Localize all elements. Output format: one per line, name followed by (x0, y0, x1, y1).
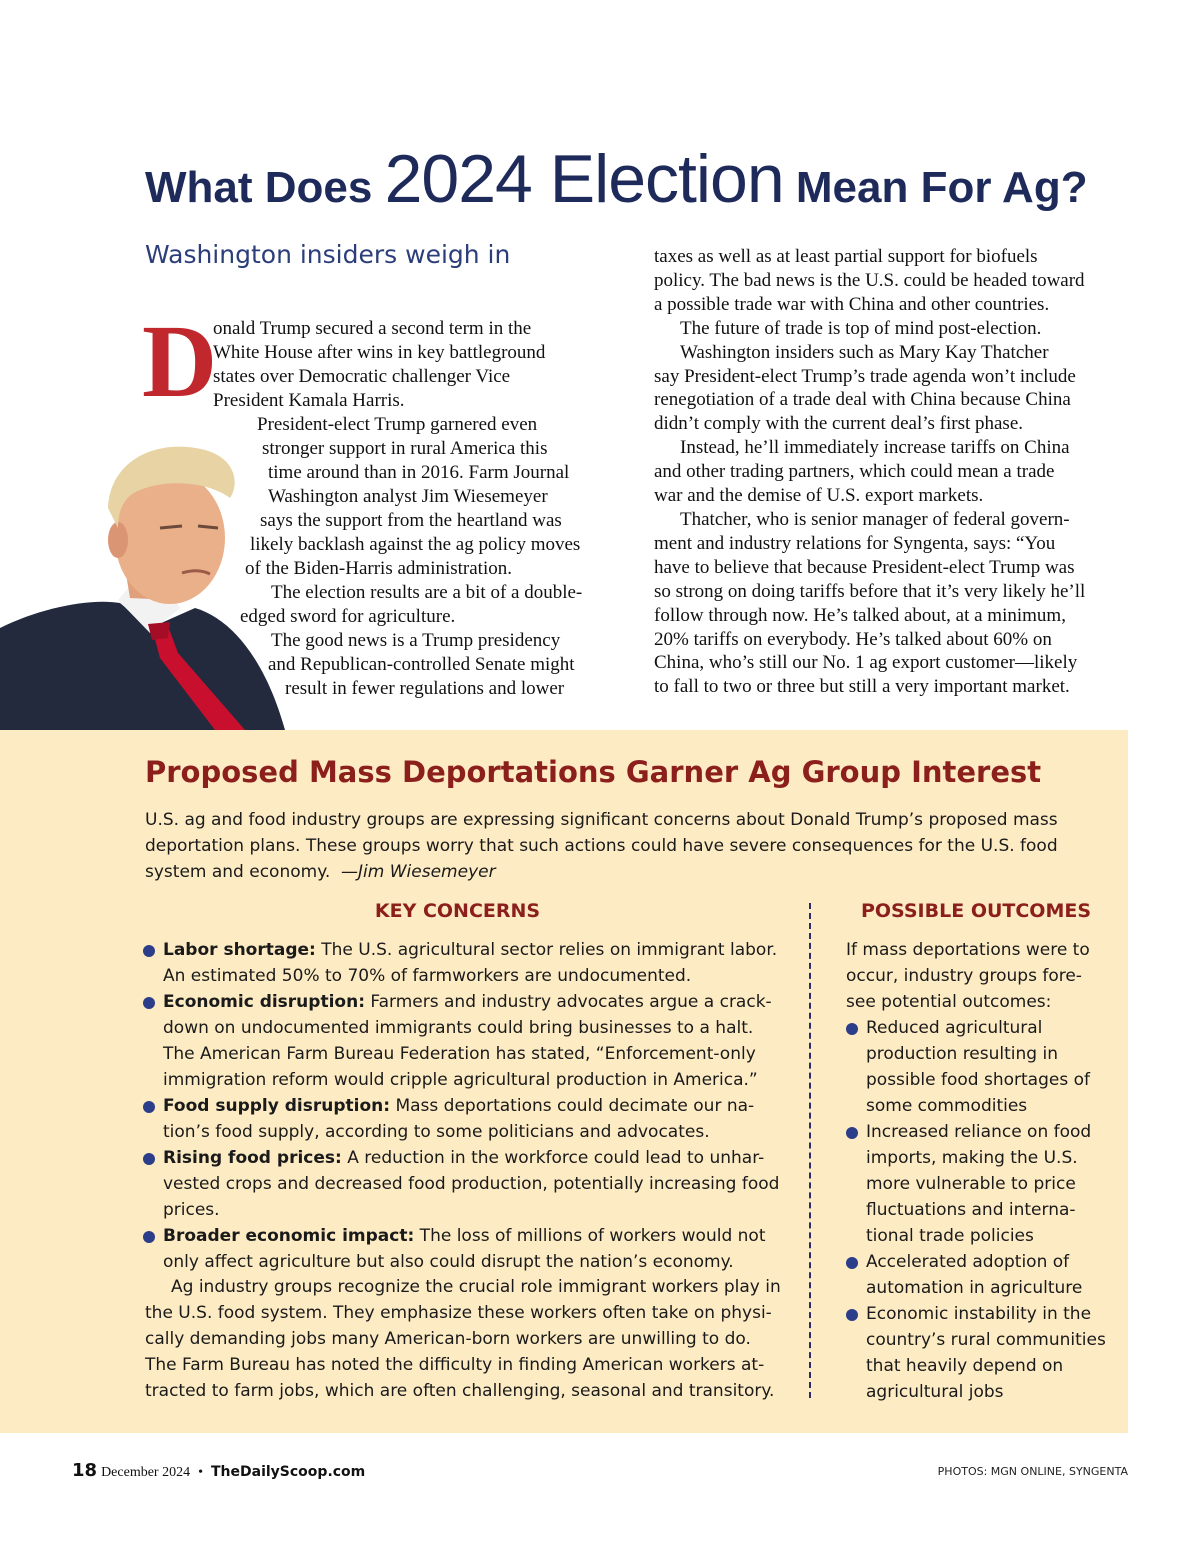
possible-outcomes-column (846, 937, 1111, 1405)
text-line: have to believe that because President-elect Trump was (654, 556, 1075, 578)
text-line: a possible trade war with China and other countries. (654, 293, 1050, 315)
page-number: 18 (72, 1460, 98, 1481)
text-line: states over Democratic challenger Vice (213, 365, 511, 387)
bullet-icon (846, 1257, 858, 1269)
text-line: stronger support in rural America this (262, 438, 548, 459)
title-part-3: Mean For Ag? (783, 163, 1088, 212)
text-line: time around than in 2016. Farm Journal (268, 462, 570, 483)
text-line: The future of trade is top of mind post-election. (680, 317, 1042, 339)
bullet-icon (143, 945, 155, 957)
text-line: so strong on doing tariffs before that it’s very likely he’ll (654, 580, 1086, 602)
text-line: and Republican-controlled Senate might (268, 654, 575, 675)
issue-date: December 2024 (101, 1465, 191, 1480)
text-line: to fall to two or three but still a very important market. (654, 676, 1070, 698)
list-item (846, 1249, 1111, 1301)
article-column-2 (654, 245, 1134, 699)
list-item (846, 1015, 1111, 1119)
text-line: likely backlash against the ag policy moves (250, 534, 581, 555)
site-link[interactable]: TheDailyScoop.com (211, 1464, 366, 1480)
list-item (143, 989, 783, 1093)
list-item (143, 1093, 783, 1145)
concern-term: Food supply disruption: (163, 1096, 391, 1116)
bullet-icon (846, 1309, 858, 1321)
text-line: policy. The bad news is the U.S. could be headed toward (654, 269, 1085, 291)
drop-cap: D (142, 304, 218, 419)
outcome-text: Reduced agricultural production resulting in possible food shortages of some commodities (866, 1018, 1090, 1116)
photo-credits: PHOTOS: MGN ONLINE, SYNGENTA (937, 1465, 1128, 1478)
text-line: President Kamala Harris. (213, 389, 405, 411)
text-line: war and the demise of U.S. export markets. (654, 485, 984, 507)
article-subtitle: Washington insiders weigh in (145, 240, 511, 269)
text-line: follow through now. He’s talked about, at a minimum, (654, 604, 1066, 626)
text-line: Washington insiders such as Mary Kay Thatcher (680, 341, 1049, 363)
concern-term: Broader economic impact: (163, 1226, 415, 1246)
text-line: Thatcher, who is senior manager of federal govern- (680, 508, 1070, 530)
text-line: The election results are a bit of a double- (271, 582, 583, 603)
outcomes-intro: If mass deportations were to occur, industry groups fore-see potential outcomes: (846, 940, 1090, 1012)
text-line: says the support from the heartland was (260, 510, 562, 531)
footer (72, 1460, 365, 1481)
bullet-icon (846, 1023, 858, 1035)
outcome-text: Increased reliance on food imports, making the U.S. more vulnerable to price fluctuations and interna-tional trade policies (866, 1122, 1092, 1246)
text-line: didn’t comply with the current deal’s first phase. (654, 413, 1024, 435)
text-line: 20% tariffs on everybody. He’s talked about 60% on (654, 628, 1052, 650)
title-part-2: 2024 Election (384, 141, 784, 217)
concern-term: Labor shortage: (163, 940, 316, 960)
concern-text: Mass deportations could decimate our na-tion’s food supply, according to some politicians and advocates. (163, 1096, 755, 1142)
bullet-icon (143, 1153, 155, 1165)
text-line: edged sword for agriculture. (240, 606, 456, 627)
list-item (143, 1223, 783, 1275)
text-line: result in fewer regulations and lower (285, 678, 565, 699)
concern-text: The loss of millions of workers would not only affect agriculture but also could disrupt the nation’s economy. (163, 1226, 766, 1272)
sidebar-intro (145, 807, 1085, 885)
column-divider (809, 903, 811, 1398)
outcome-text: Economic instability in the country’s rural communities that heavily depend on agricultural jobs (866, 1304, 1106, 1402)
list-item (143, 1145, 783, 1223)
article-title (145, 140, 1185, 218)
possible-outcomes-heading: POSSIBLE OUTCOMES (860, 900, 1092, 922)
sidebar-title: Proposed Mass Deportations Garner Ag Group Interest (145, 755, 1042, 789)
bullet-icon (143, 1231, 155, 1243)
text-line: Washington analyst Jim Wiesemeyer (268, 486, 548, 507)
title-part-1: What Does (145, 163, 385, 212)
sidebar-byline: —Jim Wiesemeyer (341, 862, 496, 882)
concern-text: Farmers and industry advocates argue a crack-down on undocumented immigrants could bring businesses to a halt. The American Farm Bureau Federation has stated, “Enforcement-only immigration reform would cripple agricultural production in America.” (163, 992, 772, 1090)
text-line: ment and industry relations for Syngenta, says: “You (654, 532, 1056, 554)
concern-term: Economic disruption: (163, 992, 365, 1012)
bullet-icon (846, 1127, 858, 1139)
list-item (846, 1301, 1111, 1405)
text-line: onald Trump secured a second term in the (213, 318, 532, 339)
sidebar-closing: Ag industry groups recognize the crucial role immigrant workers play in the U.S. food system. They emphasize these workers often take on physi-cally demanding jobs many American-born workers are unwilling to do. The Farm Bureau has noted the difficulty in finding American workers at-tracted to farm jobs, which are often challenging, seasonal and transitory. (145, 1277, 781, 1401)
key-concerns-list (143, 937, 783, 1275)
article-column-1 (213, 317, 613, 413)
text-line: Instead, he’ll immediately increase tariffs on China (680, 437, 1070, 459)
list-item (846, 1119, 1111, 1249)
sidebar-intro-text: U.S. ag and food industry groups are expressing significant concerns about Donald Trump’s proposed mass deportation plans. These groups worry that such actions could have severe consequences for the U.S. food system and economy. (145, 810, 1058, 882)
text-line: of the Biden-Harris administration. (245, 558, 512, 579)
outcome-text: Accelerated adoption of automation in agriculture (866, 1252, 1083, 1298)
concern-text: A reduction in the workforce could lead to unhar-vested crops and decreased food production, potentially increasing food prices. (163, 1148, 780, 1220)
text-line: The good news is a Trump presidency (271, 630, 561, 651)
text-line: China, who’s still our No. 1 ag export customer—likely (654, 652, 1078, 674)
list-item (143, 937, 783, 989)
bullet-icon (143, 1101, 155, 1113)
bullet-icon (143, 997, 155, 1009)
text-line: renegotiation of a trade deal with China because China (654, 389, 1071, 411)
key-concerns-heading: KEY CONCERNS (374, 900, 541, 922)
concern-term: Rising food prices: (163, 1148, 342, 1168)
text-line: White House after wins in key battleground (213, 341, 546, 363)
text-line: President-elect Trump garnered even (257, 414, 538, 435)
text-line: say President-elect Trump’s trade agenda won’t include (654, 365, 1076, 387)
text-line: taxes as well as at least partial support for biofuels (654, 246, 1038, 267)
footer-separator: • (198, 1465, 203, 1480)
text-line: and other trading partners, which could mean a trade (654, 461, 1055, 483)
concern-text: The U.S. agricultural sector relies on immigrant labor. An estimated 50% to 70% of farmworkers are undocumented. (163, 940, 778, 986)
